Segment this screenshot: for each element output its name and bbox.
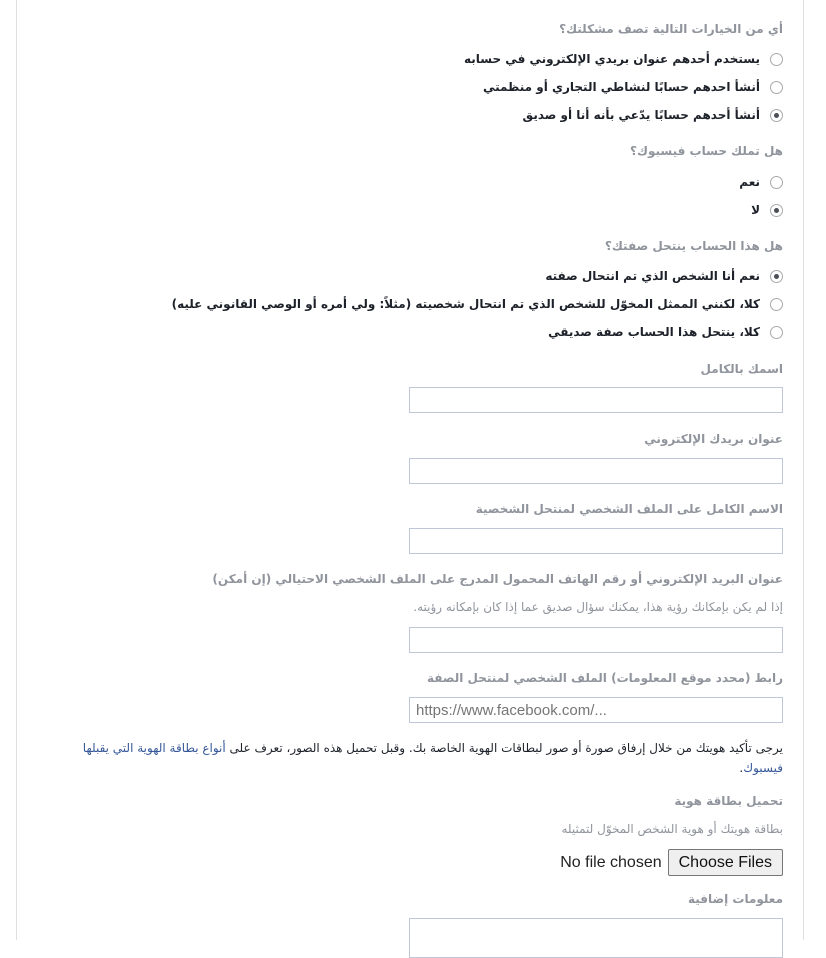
- option-impersonation[interactable]: [523, 108, 784, 122]
- full-name-input[interactable]: [409, 387, 783, 413]
- radio-icon[interactable]: [770, 270, 783, 283]
- question-problem-type: أي من الخيارات التالية تصف مشكلتك؟: [559, 22, 783, 36]
- option-authorized-representative[interactable]: [172, 297, 783, 311]
- upload-id-hint: بطاقة هويتك أو هوية الشخص المخوّل لتمثيله: [561, 822, 783, 836]
- choose-files-button[interactable]: Choose Files: [668, 849, 783, 876]
- full-name-label: اسمك بالكامل: [700, 362, 783, 376]
- id-types-link[interactable]: أنواع بطاقة الهوية التي يقبلها فيسبوك: [82, 741, 783, 775]
- impostor-url-input[interactable]: [409, 697, 783, 723]
- form-panel: [16, 0, 804, 940]
- email-input[interactable]: [409, 458, 783, 484]
- option-label: لا: [751, 203, 760, 217]
- file-input[interactable]: [560, 849, 783, 876]
- radio-icon[interactable]: [770, 109, 783, 122]
- option-label: كلا، لكنني الممثل المخوّل للشخص الذي تم انتحال شخصيته (مثلاً: ولي أمره أو الوصي القانوني عليه): [171, 297, 760, 311]
- email-label: عنوان بريدك الإلكتروني: [644, 432, 783, 446]
- option-label: نعم: [739, 175, 760, 189]
- radio-icon[interactable]: [770, 326, 783, 339]
- option-label: أنشأ احدهم حسابًا لنشاطي التجاري أو منظمتي: [482, 80, 760, 94]
- option-has-account-yes[interactable]: [739, 175, 783, 189]
- upload-id-label: تحميل بطاقة هوية: [674, 794, 783, 808]
- option-label: نعم أنا الشخص الذي تم انتحال صفته: [545, 269, 760, 283]
- id-info-text: يرجى تأكيد هويتك من خلال إرفاق صورة أو صور لبطاقات الهوية الخاصة بك. وقبل تحميل هذه الصور، تعرف على: [225, 741, 783, 755]
- option-i-am-impersonated[interactable]: [545, 269, 783, 283]
- radio-icon[interactable]: [770, 81, 783, 94]
- impostor-contact-label: عنوان البريد الإلكتروني أو رقم الهاتف المحمول المدرج على الملف الشخصي الاحتيالي (إن أمكن): [212, 572, 783, 586]
- option-label: أنشأ أحدهم حسابًا يدّعي بأنه أنا أو صديق: [522, 108, 760, 122]
- id-info-end: .: [739, 761, 744, 775]
- option-has-account-no[interactable]: [751, 203, 783, 217]
- question-impersonating-you: هل هذا الحساب ينتحل صفتك؟: [604, 239, 783, 253]
- radio-icon[interactable]: [770, 176, 783, 189]
- extra-info-textarea[interactable]: [409, 918, 783, 958]
- radio-icon[interactable]: [770, 53, 783, 66]
- option-friend-impersonated[interactable]: [548, 325, 783, 339]
- extra-info-label: معلومات إضافية: [687, 892, 783, 906]
- impostor-contact-hint: إذا لم يكن بإمكانك رؤية هذا، يمكنك سؤال صديق عما إذا كان بإمكانه رؤيته.: [413, 600, 783, 614]
- no-file-text: No file chosen: [560, 853, 662, 871]
- radio-icon[interactable]: [770, 298, 783, 311]
- impostor-name-input[interactable]: [409, 528, 783, 554]
- impostor-url-label: رابط (محدد موقع المعلومات) الملف الشخصي لمنتحل الصفة: [427, 671, 783, 685]
- impostor-contact-input[interactable]: [409, 627, 783, 653]
- option-label: كلا، ينتحل هذا الحساب صفة صديقي: [548, 325, 760, 339]
- radio-icon[interactable]: [770, 204, 783, 217]
- option-business-account[interactable]: [483, 80, 783, 94]
- id-info-paragraph: [57, 738, 783, 778]
- option-label: يستخدم أحدهم عنوان بريدي الإلكتروني في حسابه: [463, 52, 760, 66]
- option-email-used[interactable]: [464, 52, 783, 66]
- impostor-name-label: الاسم الكامل على الملف الشخصي لمنتحل الشخصية: [475, 502, 783, 516]
- question-has-account: هل تملك حساب فيسبوك؟: [630, 144, 783, 158]
